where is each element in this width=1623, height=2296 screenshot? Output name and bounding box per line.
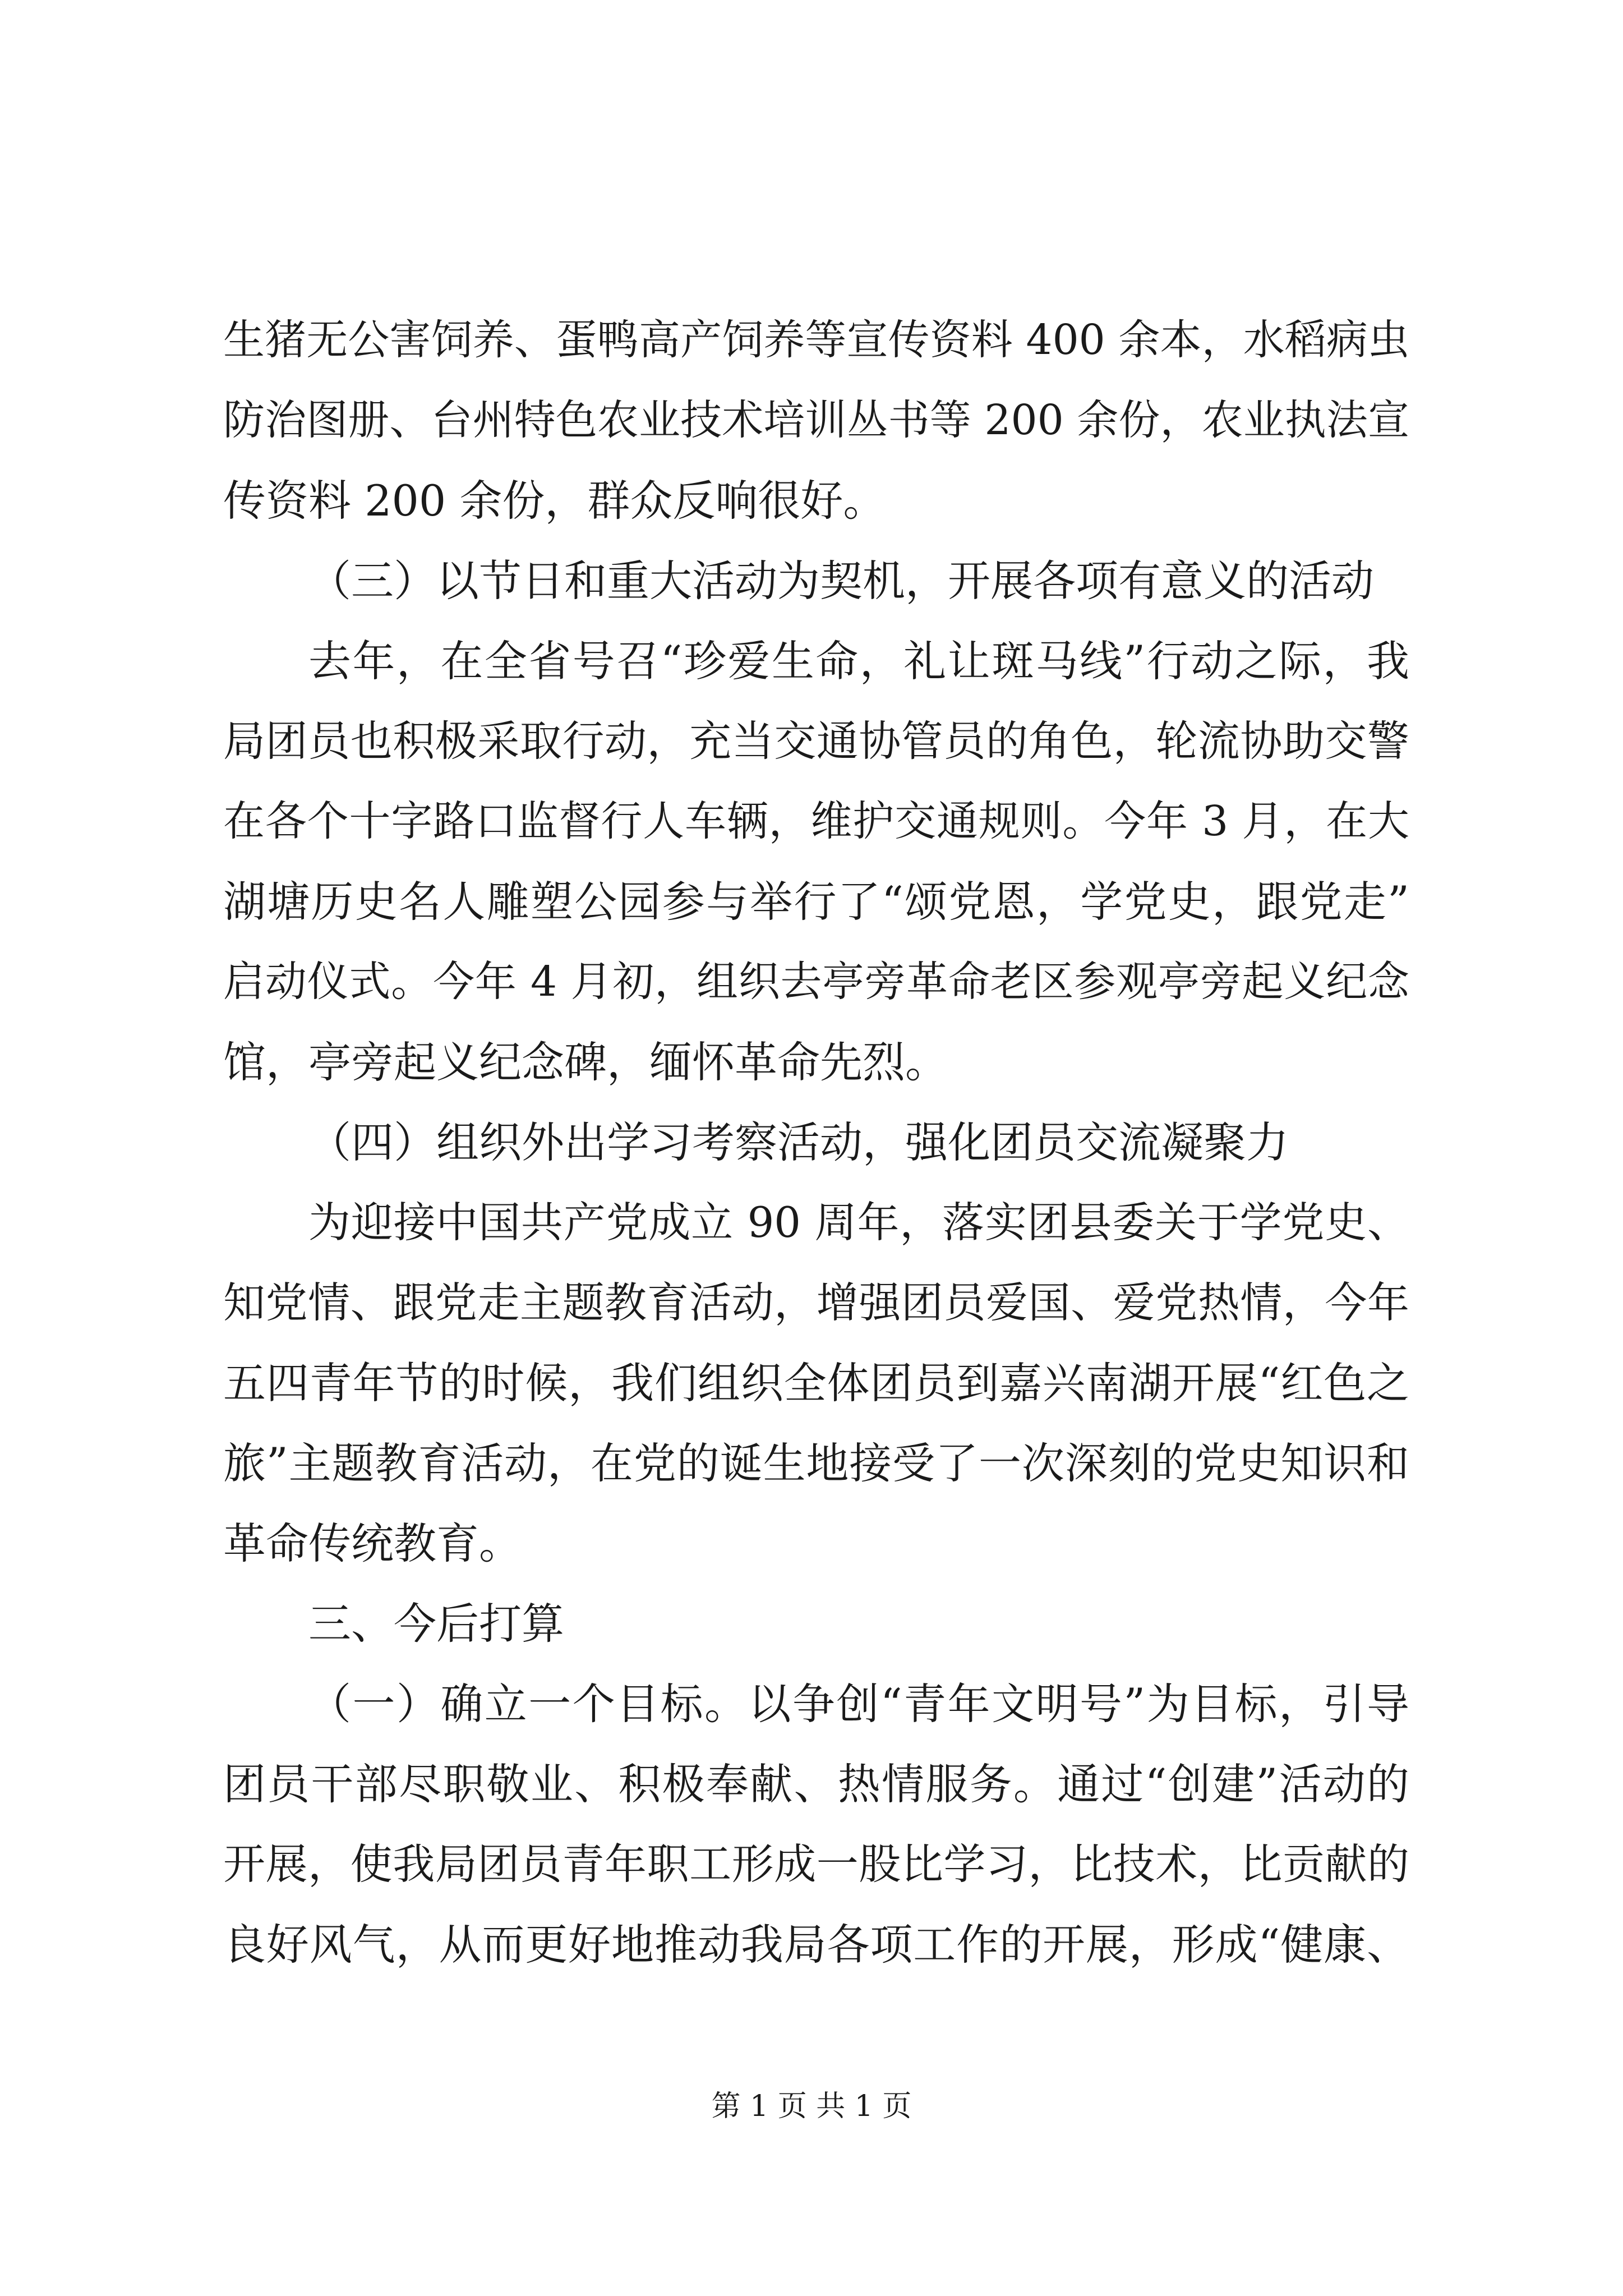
text-line: 为迎接中国共产党成立 90 周年，落实团县委关于学党史、 (308, 1198, 1409, 1247)
text-line: 良好风气，从而更好地推动我局各项工作的开展，形成“健康、 (223, 1920, 1409, 1970)
page-number-footer: 第 1 页 共 1 页 (711, 2090, 912, 2123)
text-line: 局团员也积极采取行动，充当交通协管员的角色，轮流协助交警 (223, 716, 1409, 766)
text-line: 五四青年节的时候，我们组织全体团员到嘉兴南湖开展“红色之 (223, 1358, 1409, 1408)
text-line: 开展，使我局团员青年职工形成一股比学习，比技术，比贡献的 (223, 1839, 1409, 1889)
section-heading: （三）以节日和重大活动为契机，开展各项有意义的活动 (308, 556, 1374, 606)
text-line: 馆，亭旁起义纪念碑，缅怀革命先烈。 (223, 1037, 948, 1087)
text-line: 湖塘历史名人雕塑公园参与举行了“颂党恩，学党史，跟党走” (223, 877, 1409, 927)
text-line: 旅”主题教育活动，在党的诞生地接受了一次深刻的党史知识和 (223, 1438, 1409, 1488)
text-line: 知党情、跟党走主题教育活动，增强团员爱国、爱党热情，今年 (223, 1278, 1409, 1327)
section-heading: 三、今后打算 (308, 1599, 564, 1649)
text-line: （一）确立一个目标。以争创“青年文明号”为目标，引导 (308, 1679, 1409, 1729)
text-line: 传资料 200 余份，群众反响很好。 (223, 476, 886, 526)
text-line: 生猪无公害饲养、蛋鸭高产饲养等宣传资料 400 余本，水稻病虫 (223, 316, 1409, 364)
section-heading: （四）组织外出学习考察活动，强化团员交流凝聚力 (308, 1117, 1289, 1167)
document-body (223, 300, 1409, 1985)
text-line: 去年，在全省号召“珍爱生命，礼让斑马线”行动之际，我 (308, 636, 1409, 686)
text-line: 在各个十字路口监督行人车辆，维护交通规则。今年 3 月，在大 (223, 797, 1409, 845)
text-line: 启动仪式。今年 4 月初，组织去亭旁革命老区参观亭旁起义纪念 (223, 958, 1409, 1006)
text-line: 团员干部尽职敬业、积极奉献、热情服务。通过“创建”活动的 (223, 1759, 1409, 1809)
text-line: 防治图册、台州特色农业技术培训丛书等 200 余份，农业执法宣 (223, 396, 1409, 444)
text-line: 革命传统教育。 (223, 1519, 522, 1568)
